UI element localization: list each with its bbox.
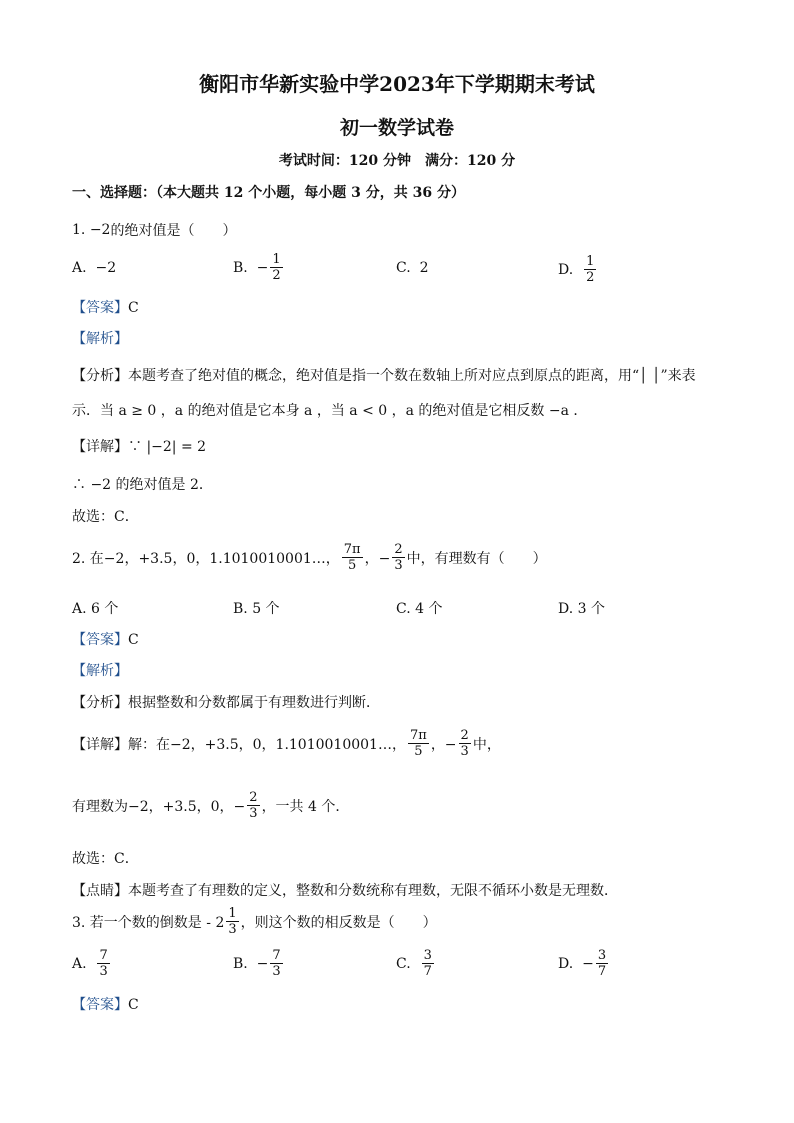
q2-result: [72, 790, 349, 821]
fraction: $\frac{7}{3}$: [272, 948, 281, 979]
q2-stem-post: 中，有理数有（ ）: [406, 550, 547, 567]
q2-stem: [72, 542, 547, 573]
answer-tag: 【答案】: [72, 300, 128, 316]
exam-title: 衡阳市华新实验中学2023年下学期期末考试: [199, 72, 595, 96]
q2-analysis-tag: 【解析】: [72, 663, 128, 679]
fraction: $\frac{1}{3}$: [228, 906, 237, 937]
option-label: A.: [72, 260, 87, 276]
q2-stem-mid: ，−: [364, 550, 391, 567]
detail-text: ∵ |−2| = 2: [128, 439, 207, 455]
option-label: A.: [72, 955, 87, 972]
option-label: B.: [233, 955, 248, 972]
fenxi-text: 本题考查了绝对值的概念，绝对值是指一个数在数轴上所对应点到原点的距离，用“│ │”来表: [128, 368, 696, 384]
q1-option-a: [72, 260, 116, 276]
option-value: 2: [419, 260, 429, 276]
fraction: $\frac{2}{3}$: [394, 542, 403, 573]
q3-stem-post: ，则这个数的相反数是（ ）: [240, 914, 437, 931]
q1-fenxi: [72, 365, 696, 385]
q3-stem-pre: 3. 若一个数的倒数是 - 2: [72, 914, 225, 931]
fenxi-tag: 【分析】: [72, 368, 128, 384]
q3-option-d: [558, 948, 610, 979]
result-pre: 有理数为−2，+3.5，0，−: [72, 798, 246, 815]
q1-stem-text: 的绝对值是（ ）: [110, 223, 237, 239]
q2-dianjing: [72, 880, 618, 900]
q2-stem-pre: 2. 在−2，+3.5，0，1.1010010001…，: [72, 550, 340, 567]
answer-value: C: [128, 300, 139, 316]
option-value: −2: [95, 260, 117, 276]
option-label: D.: [558, 261, 574, 278]
exam-meta: 考试时间：120 分钟 满分：120 分: [278, 153, 516, 169]
fraction: $\frac{2}{3}$: [249, 790, 258, 821]
option-sign: −: [256, 259, 269, 276]
q1-detail: [72, 436, 206, 456]
option-label: D.: [558, 955, 574, 972]
fraction: $\frac{2}{3}$: [460, 728, 469, 759]
answer-value: C: [128, 997, 139, 1013]
option-label: B.: [233, 259, 248, 276]
q1-answer: [72, 297, 139, 317]
fraction: $\frac{1}{2}$: [586, 254, 595, 285]
section-heading: 一、选择题：（本大题共 12 个小题，每小题 3 分，共 36 分）: [72, 185, 465, 201]
q2-option-d: D. 3 个: [558, 601, 605, 617]
exam-subtitle: 初一数学试卷: [339, 117, 454, 139]
q1-analysis-tag: 【解析】: [72, 331, 128, 347]
q1-value: −2: [89, 222, 111, 238]
q3-answer: [72, 994, 139, 1014]
q2-fenxi: [72, 692, 380, 712]
detail-pre: 解：在−2，+3.5，0，1.1010010001…，: [128, 736, 406, 753]
q1-option-c: [396, 260, 429, 276]
dianjing-text: 本题考查了有理数的定义，整数和分数统称有理数，无限不循环小数是无理数．: [128, 883, 618, 899]
fraction: $\frac{7\pi}{5}$: [409, 728, 427, 759]
dianjing-tag: 【点睛】: [72, 883, 128, 899]
q2-answer: [72, 629, 139, 649]
q2-option-a: A. 6 个: [72, 601, 119, 617]
q1-number: 1.: [72, 222, 86, 238]
q2-choose: 故选：C．: [72, 851, 139, 867]
fraction: $\frac{7\pi}{5}$: [343, 542, 361, 573]
q2-detail: [72, 728, 501, 759]
option-sign: −: [582, 955, 594, 972]
q1-option-d: [558, 254, 598, 285]
q3-option-a: [72, 948, 112, 979]
result-post: ，一共 4 个．: [261, 798, 350, 815]
fraction: $\frac{1}{2}$: [272, 252, 281, 283]
detail-post: 中，: [472, 736, 501, 753]
detail-tag: 【详解】: [72, 439, 128, 455]
answer-value: C: [128, 632, 139, 648]
q3-stem: [72, 906, 437, 937]
q1-fenxi-line2: 示．当 a ≥ 0 ，a 的绝对值是它本身 a ，当 a < 0 ，a 的绝对值是它相反数 −a ．: [72, 403, 588, 419]
fenxi-text: 根据整数和分数都属于有理数进行判断．: [128, 695, 380, 711]
answer-tag: 【答案】: [72, 632, 128, 648]
q2-option-b: B. 5 个: [233, 601, 280, 617]
fraction: $\frac{3}{7}$: [423, 948, 432, 979]
answer-tag: 【答案】: [72, 997, 128, 1013]
q1-option-b: [233, 252, 285, 283]
detail-tag: 【详解】: [72, 736, 128, 753]
q1-detail-line2: ∴ −2 的绝对值是 2．: [72, 477, 213, 493]
option-label: C.: [396, 260, 411, 276]
option-label: C.: [396, 955, 411, 972]
q2-option-c: C. 4 个: [396, 601, 443, 617]
detail-mid: ，−: [430, 736, 457, 753]
fenxi-tag: 【分析】: [72, 695, 128, 711]
fraction: $\frac{3}{7}$: [597, 948, 607, 979]
q1-stem: [72, 220, 236, 240]
q1-choose: 故选：C．: [72, 509, 139, 525]
q3-option-b: [233, 948, 285, 979]
option-sign: −: [256, 955, 269, 972]
q3-option-c: [396, 948, 436, 979]
fraction: $\frac{7}{3}$: [99, 948, 108, 979]
